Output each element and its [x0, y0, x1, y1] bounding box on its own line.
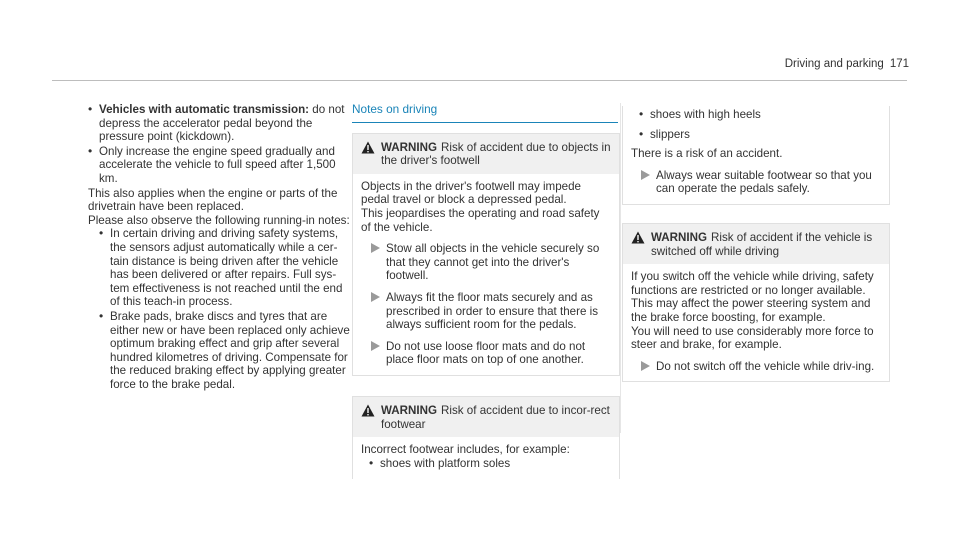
warning-triangle-icon	[361, 404, 375, 417]
instruction-step: Stow all objects in the vehicle securely so that they cannot get into the driver's footwell.	[375, 242, 611, 283]
warning-body: Incorrect footwear includes, for example: • shoes with platform soles	[353, 437, 619, 479]
column-2	[352, 103, 620, 479]
warning-label: WARNING	[381, 403, 438, 417]
warning-body: If you switch off the vehicle while driving, safety functions are restricted or no longer available. This may affect the power steering system and the brake force boosting, for example. You will need to use considerably more force to steer and brake, for example. Do not switch off the vehicle while driv-ing.	[623, 264, 889, 381]
instruction-step: Do not use loose floor mats and do not place floor mats on top of one another.	[375, 340, 611, 367]
header-rule	[52, 80, 907, 81]
warning-heading: Risk of accident due to objects in the driver's footwell	[381, 140, 611, 168]
running-header	[785, 58, 909, 70]
warning-body: Objects in the driver's footwell may impede pedal travel or block a depressed pedal. This jeopardises the operating and road safety of the vehicle. Stow all objects in the vehicle securely so that they cannot get into the driver's footwell. Always fit the floor mats securely and as prescribed in order to ensure that there is always sufficient room for the pedals. Do not use loose floor mats and do not place floor mats on top of one another.	[353, 174, 619, 375]
page-number: 171	[889, 58, 909, 70]
paragraph: Please also observe the following running-in notes:	[88, 213, 350, 227]
arrow-right-icon	[371, 341, 380, 351]
warning-label: WARNING	[651, 230, 708, 244]
instruction-step: Always wear suitable footwear so that you can operate the pedals safely.	[645, 169, 881, 196]
list-item: • slippers	[639, 128, 881, 142]
warning-box	[352, 396, 620, 479]
warning-body	[623, 106, 889, 204]
section-title: Notes on driving	[352, 103, 618, 123]
warning-triangle-icon	[631, 231, 645, 244]
warning-triangle-icon	[361, 141, 375, 154]
paragraph: This also applies when the engine or parts of the drivetrain have been replaced.	[88, 186, 338, 214]
arrow-right-icon	[371, 292, 380, 302]
instruction-step: Always fit the floor mats securely and as prescribed in order to ensure that there is always sufficient room for the pedals.	[375, 291, 611, 332]
list-item: • Only increase the engine speed gradually and accelerate the vehicle to full speed after 1,500 km.	[88, 145, 350, 186]
column-1	[88, 103, 350, 392]
instruction-step: Do not switch off the vehicle while driv-ing.	[645, 360, 881, 374]
warning-box	[622, 223, 890, 382]
warning-heading: Risk of accident due to incor-rect footwear	[381, 403, 610, 431]
list-item: • Vehicles with automatic transmission: do not depress the accelerator pedal beyond the pressure point (kickdown).	[88, 103, 350, 144]
warning-header	[353, 397, 619, 437]
arrow-right-icon	[371, 243, 380, 253]
warning-box	[352, 133, 620, 376]
warning-header	[623, 224, 889, 264]
section-name: Driving and parking	[784, 58, 884, 70]
column-divider	[620, 103, 621, 433]
warning-header	[353, 134, 619, 174]
arrow-right-icon	[641, 170, 650, 180]
warning-box-continued	[622, 106, 890, 205]
warning-label: WARNING	[381, 140, 438, 154]
arrow-right-icon	[641, 361, 650, 371]
list-item: • Brake pads, brake discs and tyres that are either new or have been replaced only achieve optimum braking effect and grip after several hundred kilometres of driving. Compensate for the reduced braking effect by applying greater force to the brake pedal.	[99, 310, 350, 392]
column-3	[622, 106, 890, 382]
list-item: • shoes with platform soles	[369, 457, 611, 471]
list-item: • shoes with high heels	[639, 108, 881, 122]
warning-heading: Risk of accident if the vehicle is switched off while driving	[651, 230, 873, 258]
paragraph: There is a risk of an accident.	[631, 147, 783, 161]
list-item: • In certain driving and driving safety systems, the sensors adjust automatically while a cer-tain distance is being driven after the vehicle has been delivered or after repairs. Full sys-tem effectiveness is not reached until the end of this teach-in process.	[99, 227, 350, 309]
